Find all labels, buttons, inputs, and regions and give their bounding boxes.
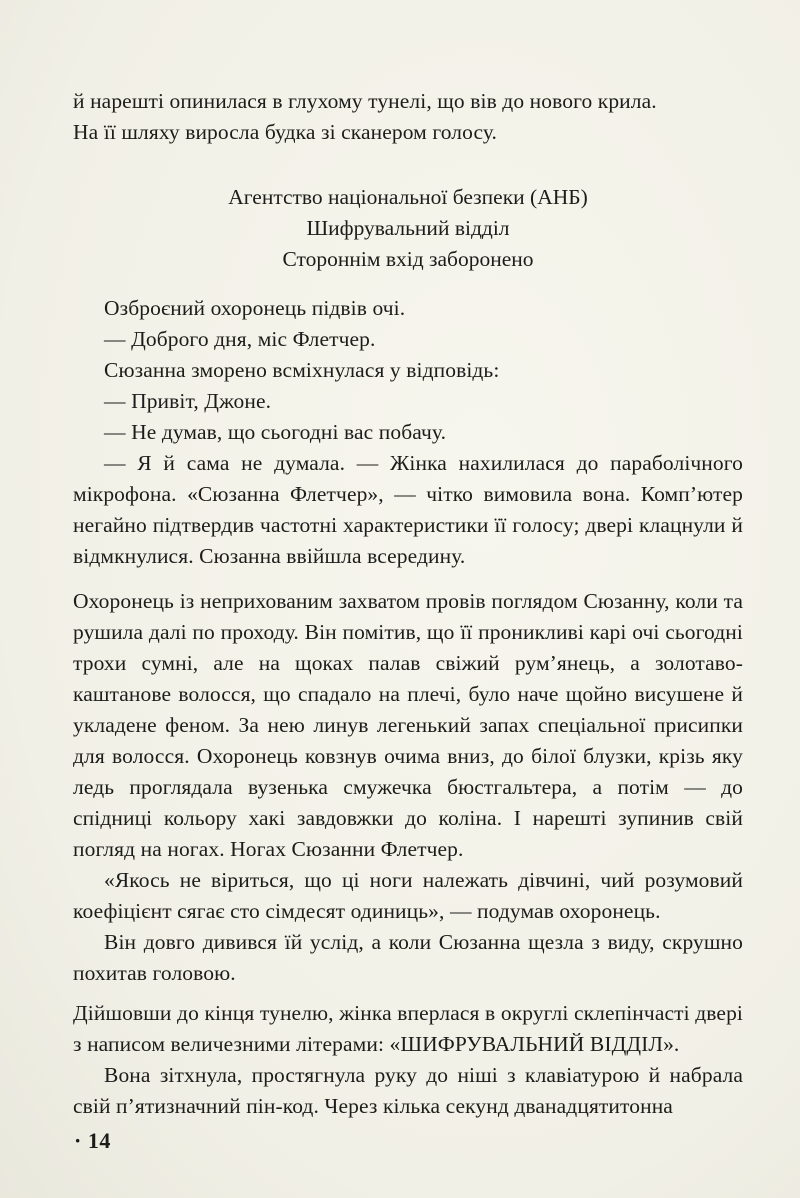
paragraph: Дійшовши до кінця тунелю, жінка вперлася в округлі склепінчасті двері з написом величезними літерами: «ШИФРУВАЛЬНИЙ ВІДДІЛ». xyxy=(73,1001,743,1056)
sign-line-agency: Агентство національної безпеки (АНБ) xyxy=(228,185,588,209)
paragraph: Сюзанна зморено всміхнулася у відповідь: xyxy=(104,358,500,382)
paragraph: Охоронець із неприхованим захватом провів поглядом Сюзанну, коли та рушила далі по проходу. Він помітив, що її проникливі карі очі сьогодні трохи сумні, але на щоках палав свіжий рум’янець, а золотаво-каштанове волосся, що спадало на плечі, було наче щойно висушене й укладене феном. За нею линув легенький запах спеціальної присипки для волосся. Охоронець ковзнув очима вниз, до білої блузки, крізь яку ледь проглядала вузенька смужечка бюстгальтера, а потім — до спідниці кольору хакі завдовжки до коліна. І нарешті зупинив свій погляд на ногах. Ногах Сюзанни Флетчер. xyxy=(73,589,743,861)
text-block-opening xyxy=(73,86,743,148)
dialogue-line: — Я й сама не думала. — Жінка нахилилася до параболічного мікрофона. «Сюзанна Флетчер», — чітко вимовила вона. Комп’ютер негайно підтвердив частотні характеристики її голосу; двері клацнули й відмкнулися. Сюзанна ввійшла всередину. xyxy=(73,451,743,568)
dialogue-line: — Не думав, що сьогодні вас побачу. xyxy=(104,420,447,444)
paragraph: На її шляху виросла будка зі сканером голосу. xyxy=(73,120,498,144)
text-block-guard xyxy=(73,586,743,989)
dialogue-line: — Привіт, Джоне. xyxy=(104,389,272,413)
page-number: · 14 xyxy=(74,1128,111,1153)
paragraph: й нарешті опинилася в глухому тунелі, що вів до нового крила. xyxy=(73,89,657,113)
paragraph: Вона зітхнула, простягнула руку до ніші з клавіатурою й набрала свій п’ятизначний пін-код. Через кілька секунд дванадцятитонна xyxy=(73,1063,743,1118)
paragraph: Він довго дивився їй услід, а коли Сюзанна щезла з виду, скрушно похитав головою. xyxy=(73,930,743,985)
sign-line-department: Шифрувальний відділ xyxy=(306,216,510,240)
paragraph: «Якось не віриться, що ці ноги належать дівчині, чий розумовий коефіцієнт сягає сто сімдесят одиниць», — подумав охоронець. xyxy=(73,868,743,923)
text-block-dialogue xyxy=(73,293,743,572)
security-sign xyxy=(73,182,743,275)
paragraph: Озброєний охоронець підвів очі. xyxy=(104,296,406,320)
dialogue-line: — Доброго дня, міс Флетчер. xyxy=(104,327,376,351)
text-block-tunnel-end xyxy=(73,998,743,1122)
sign-line-no-entry: Стороннім вхід заборонено xyxy=(282,247,534,271)
